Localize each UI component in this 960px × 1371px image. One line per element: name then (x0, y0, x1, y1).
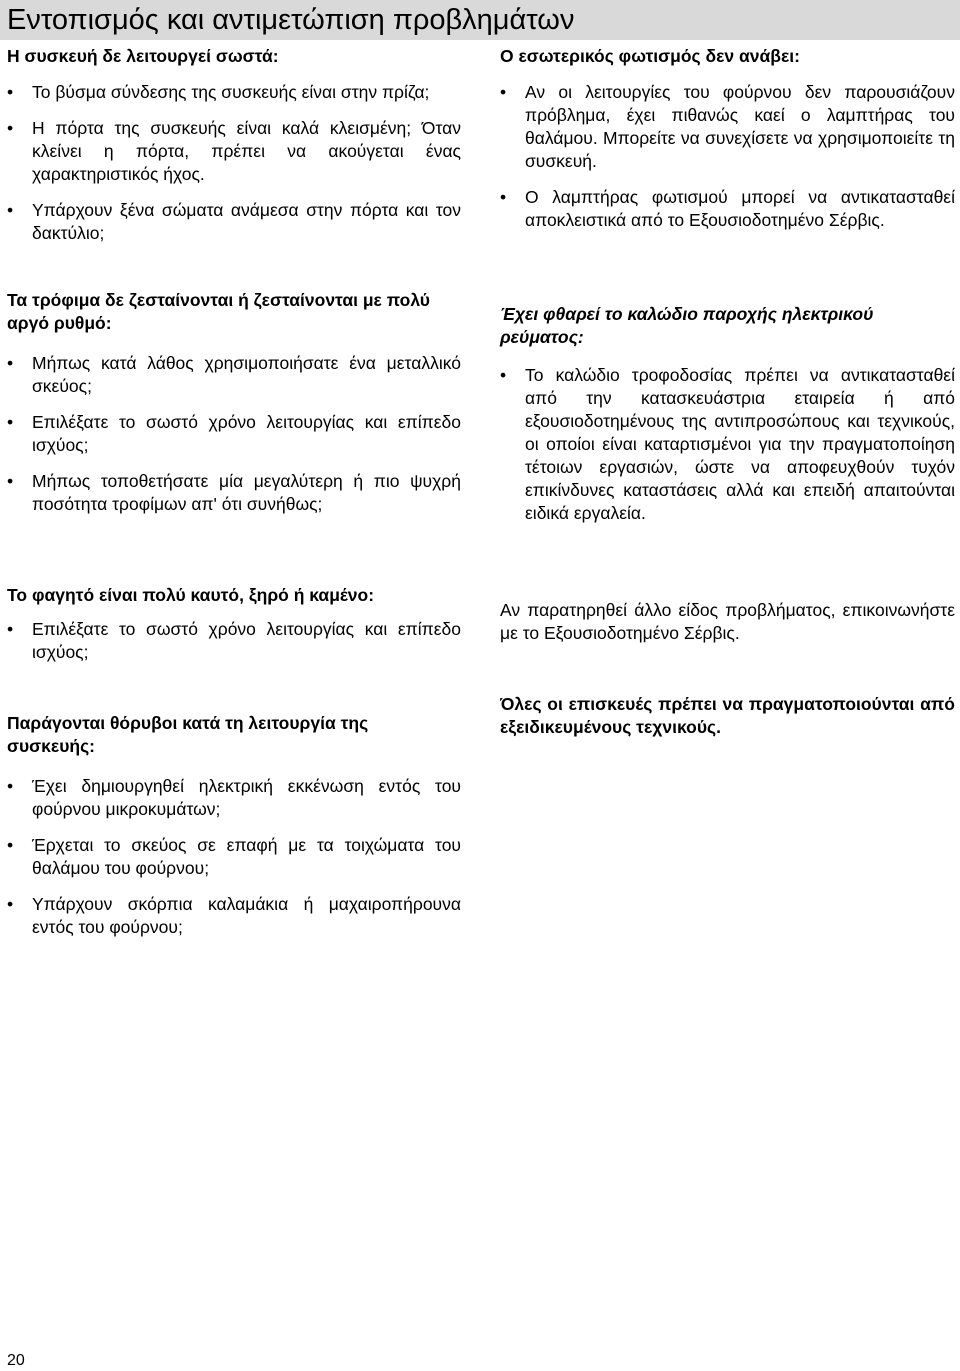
page-title: Εντοπισμός και αντιμετώπιση προβλημάτων (7, 4, 575, 36)
list-item: • Μήπως τοποθετήσατε μία μεγαλύτερη ή πιο ψυχρή ποσότητα τροφίμων απ' ότι συνήθως; (7, 470, 461, 516)
section-power-cable (500, 303, 955, 525)
bullet-list (7, 352, 461, 516)
section-noises (7, 712, 461, 939)
bullet-list (500, 364, 955, 525)
list-item: • Μήπως κατά λάθος χρησιμοποιήσατε ένα μεταλλικό σκεύος; (7, 352, 461, 398)
contact-service-paragraph: Αν παρατηρηθεί άλλο είδος προβλήματος, επικοινωνήστε με το Εξουσιοδοτημένο Σέρβις. (500, 600, 955, 643)
list-item: • Έρχεται το σκεύος σε επαφή με τα τοιχώματα του θαλάμου του φούρνου; (7, 834, 461, 880)
list-item: • Υπάρχουν σκόρπια καλαμάκια ή μαχαιροπήρουνα εντός του φούρνου; (7, 893, 461, 939)
section-food-not-heating (7, 289, 461, 516)
list-item: • Η πόρτα της συσκευής είναι καλά κλεισμένη; Όταν κλείνει η πόρτα, πρέπει να ακούγεται ένας χαρακτηριστικός ήχος. (7, 117, 461, 186)
bullet-list (500, 81, 955, 232)
list-item: • Έχει δημιουργηθεί ηλεκτρική εκκένωση εντός του φούρνου μικροκυμάτων; (7, 775, 461, 821)
list-item: • Επιλέξατε το σωστό χρόνο λειτουργίας και επίπεδο ισχύος; (7, 411, 461, 457)
list-item: • Επιλέξατε το σωστό χρόνο λειτουργίας και επίπεδο ισχύος; (7, 618, 461, 664)
page-number: 20 (7, 1352, 25, 1369)
section-repairs-note (500, 693, 955, 739)
section-heading: Η συσκευή δε λειτουργεί σωστά: (7, 46, 279, 66)
list-item: • Ο λαμπτήρας φωτισμού μπορεί να αντικατασταθεί αποκλειστικά από το Εξουσιοδοτημένο Σέρβις. (500, 186, 955, 232)
section-food-too-hot (7, 584, 461, 664)
bullet-list (7, 618, 461, 664)
section-light-not-working (500, 45, 955, 232)
section-heading: Ο εσωτερικός φωτισμός δεν ανάβει: (500, 46, 800, 66)
section-heading: Το φαγητό είναι πολύ καυτό, ξηρό ή καμένο: (7, 585, 375, 605)
list-item: • Το βύσμα σύνδεσης της συσκευής είναι στην πρίζα; (7, 81, 461, 104)
repairs-note-paragraph: Όλες οι επισκευές πρέπει να πραγματοποιούνται από εξειδικευμένους τεχνικούς. (500, 694, 955, 737)
section-heading: Έχει φθαρεί το καλώδιο παροχής ηλεκτρικού ρεύματος: (500, 304, 874, 347)
section-heading: Παράγονται θόρυβοι κατά τη λειτουργία της συσκευής: (7, 713, 369, 756)
section-heading: Τα τρόφιμα δε ζεσταίνονται ή ζεσταίνονται με πολύ αργό ρυθμό: (7, 290, 430, 333)
list-item: • Αν οι λειτουργίες του φούρνου δεν παρουσιάζουν πρόβλημα, έχει πιθανώς καεί ο λαμπτήρας του θαλάμου. Μπορείτε να συνεχίσετε να χρησιμοποιείτε τη συσκευή. (500, 81, 955, 173)
section-not-working (7, 45, 461, 245)
bullet-list (7, 81, 461, 245)
section-other-problem (500, 599, 955, 645)
list-item: • Υπάρχουν ξένα σώματα ανάμεσα στην πόρτα και τον δακτύλιο; (7, 199, 461, 245)
list-item: • Το καλώδιο τροφοδοσίας πρέπει να αντικατασταθεί από την κατασκευάστρια εταιρεία ή από εξουσιοδοτημένους της αντιπροσώπους και τεχνικούς, οι οποίοι είναι καταρτισμένοι για την πραγματοποίηση τέτοιων εργασιών, ώστε να αποφευχθούν τυχόν επικίνδυνες καταστάσεις αλλά και επειδή απαιτούνται ειδικά εργαλεία. (500, 364, 955, 525)
bullet-list (7, 775, 461, 939)
